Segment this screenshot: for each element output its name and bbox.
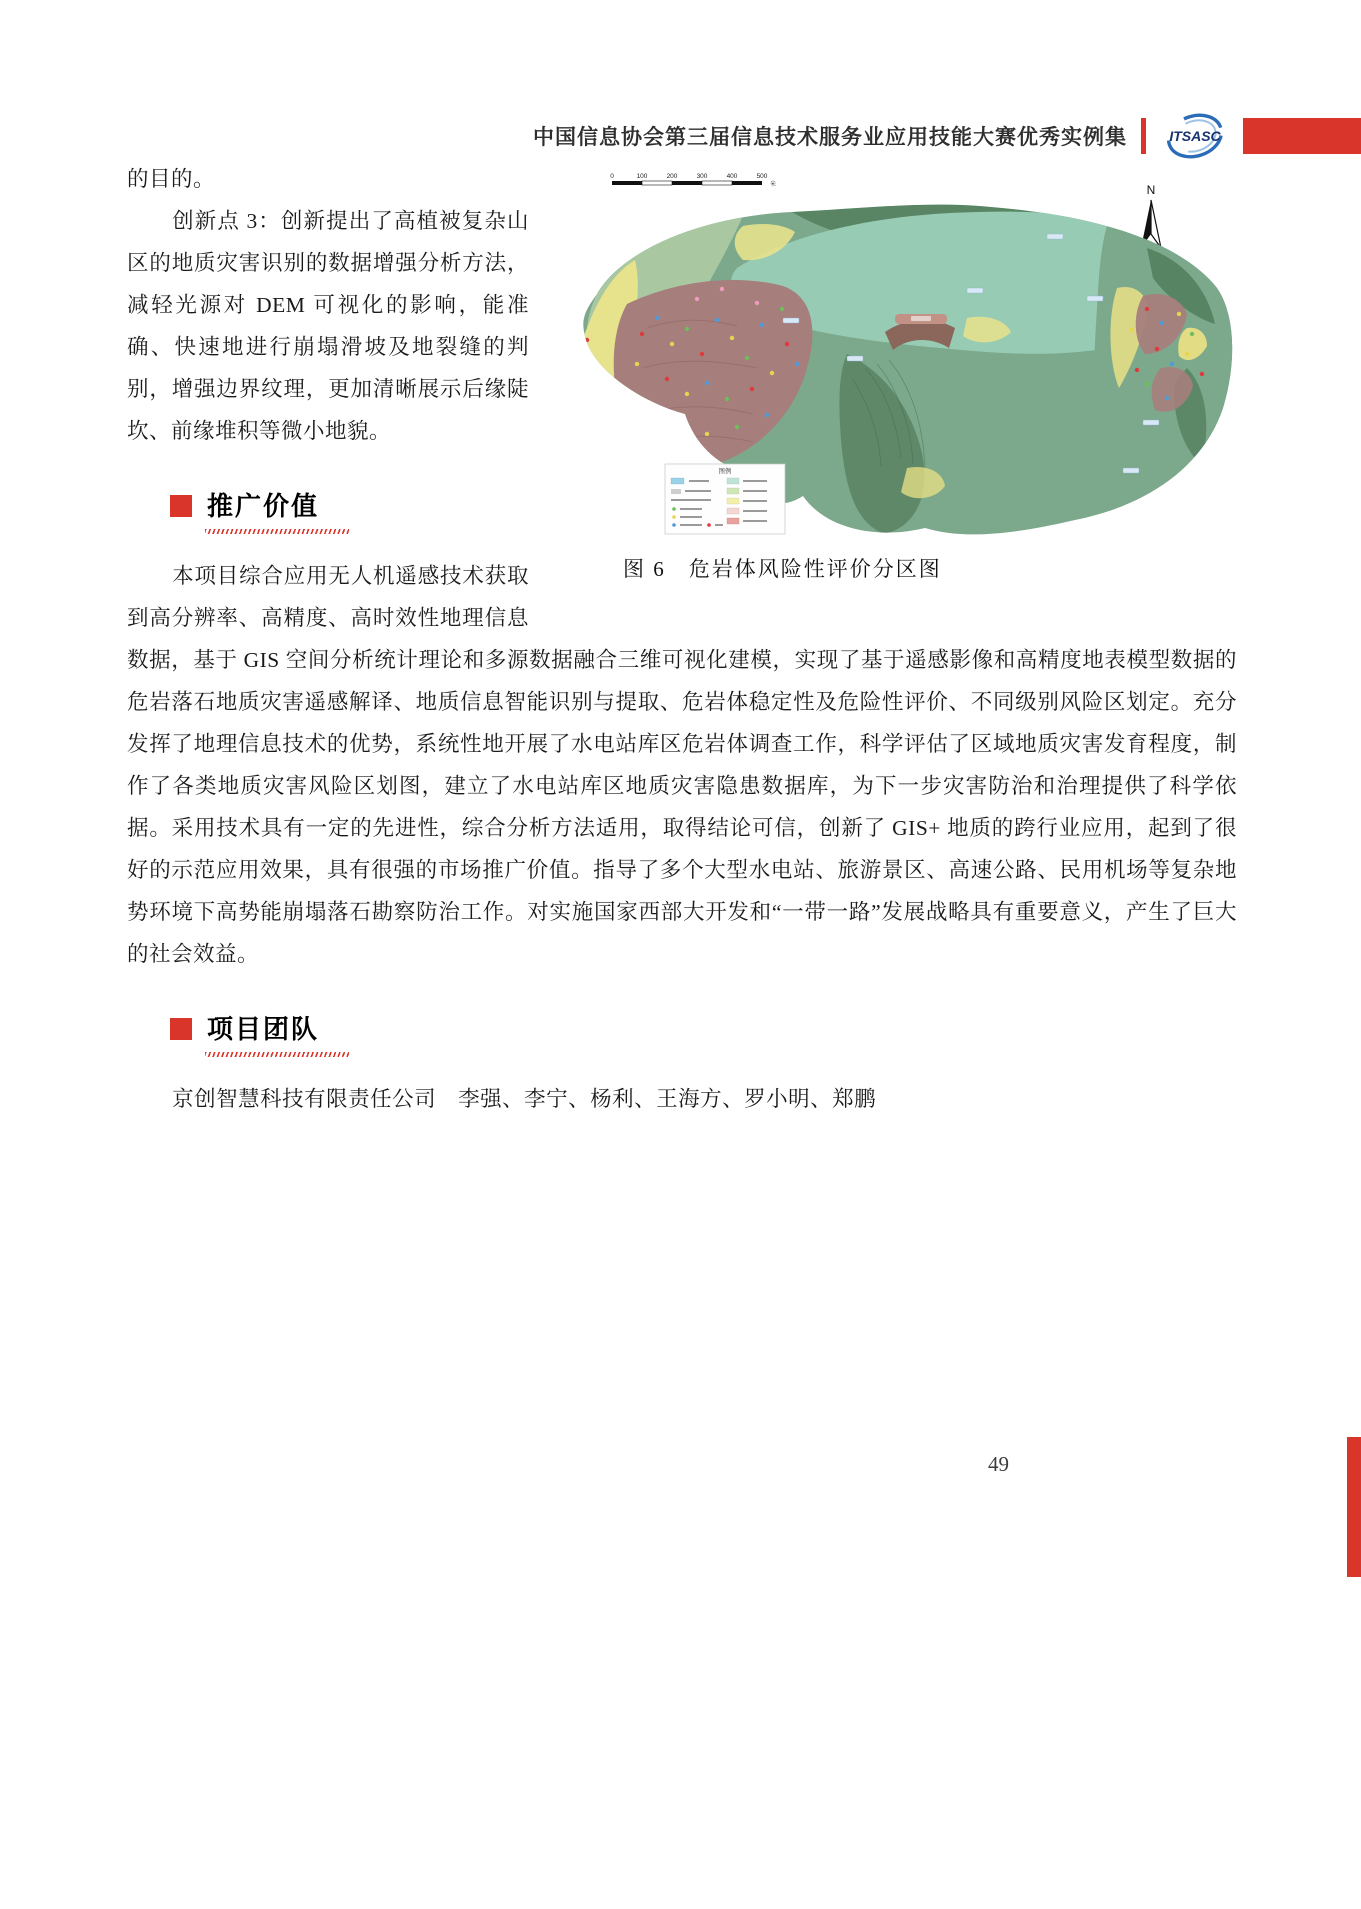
scale-unit: 米 [770,182,777,188]
scale-label-0: 0 [610,173,614,180]
map-legend [665,464,785,534]
itsasc-logo [1155,107,1235,165]
section-marker-square [170,495,192,517]
page-content [127,158,1237,1120]
paragraph-promotion-value: 本项目综合应用无人机遥感技术获取到高分辨率、高精度、高时效性地理信息数据，基于 GIS 空间分析统计理论和多源数据融合三维可视化建模，实现了基于遥感影像和高精度地表模型数据的危岩落石地质灾害遥感解译、地质信息智能识别与提取、危岩体稳定性及危险性评价、不同级别风险区划定。充分发挥了地理信息技术的优势，系统性地开展了水电站库区危岩体调查工作，科学评估了区域地质灾害发育程度，制作了各类地质灾害风险区划图，建立了水电站库区地质灾害隐患数据库，为下一步灾害防治和治理提供了科学依据。采用技术具有一定的先进性，综合分析方法适用，取得结论可信，创新了 GIS+ 地质的跨行业应用，起到了很好的示范应用效果，具有很强的市场推广价值。指导了多个大型水电站、旅游景区、高速公路、民用机场等复杂地势环境下高势能崩塌落石勘察防治工作。对实施国家西部大开发和“一带一路”发展战略具有重要意义，产生了巨大的社会效益。 [127,564,1237,966]
scale-label-400: 400 [726,173,738,180]
section-marker-square [170,1018,192,1040]
section-title-team: 项目团队 [207,1009,319,1048]
header-red-divider [1141,118,1146,154]
section-title-promotion: 推广价值 [207,486,319,525]
legend-title: 图例 [718,468,732,475]
paragraph-team: 京创智慧科技有限责任公司 李强、李宁、杨利、王海方、罗小明、郑鹏 [172,1087,877,1111]
figure-caption: 图 6 危岩体风险性评价分区图 [623,557,942,581]
header-red-block [1243,118,1361,154]
right-edge-red-strip [1347,1437,1361,1577]
section-header-promotion [127,486,529,525]
risk-zoning-map [547,168,1237,543]
figure-6 [547,168,1237,583]
scale-label-300: 300 [696,173,708,180]
section-header-team [127,1009,1237,1048]
scale-label-500: 500 [756,173,768,180]
map-scalebar [610,173,776,188]
north-label: N [1146,183,1156,197]
north-arrow-icon [1141,183,1161,248]
scale-label-100: 100 [636,173,648,180]
header-title: 中国信息协会第三届信息技术服务业应用技能大赛优秀实例集 [533,126,1127,149]
paragraph-goal-end: 的目的。 [127,167,216,191]
page-number: 49 [988,1452,1009,1476]
scale-label-200: 200 [666,173,678,180]
itsasc-logo-text: ITSASC [1169,128,1221,144]
paragraph-innovation3: 创新点 3：创新提出了高植被复杂山区的地质灾害识别的数据增强分析方法，减轻光源对 DEM 可视化的影响，能准确、快速地进行崩塌滑坡及地裂缝的判别，增强边界纹理，更加清晰展示后缘陡坎、前缘堆积等微小地貌。 [127,209,529,443]
